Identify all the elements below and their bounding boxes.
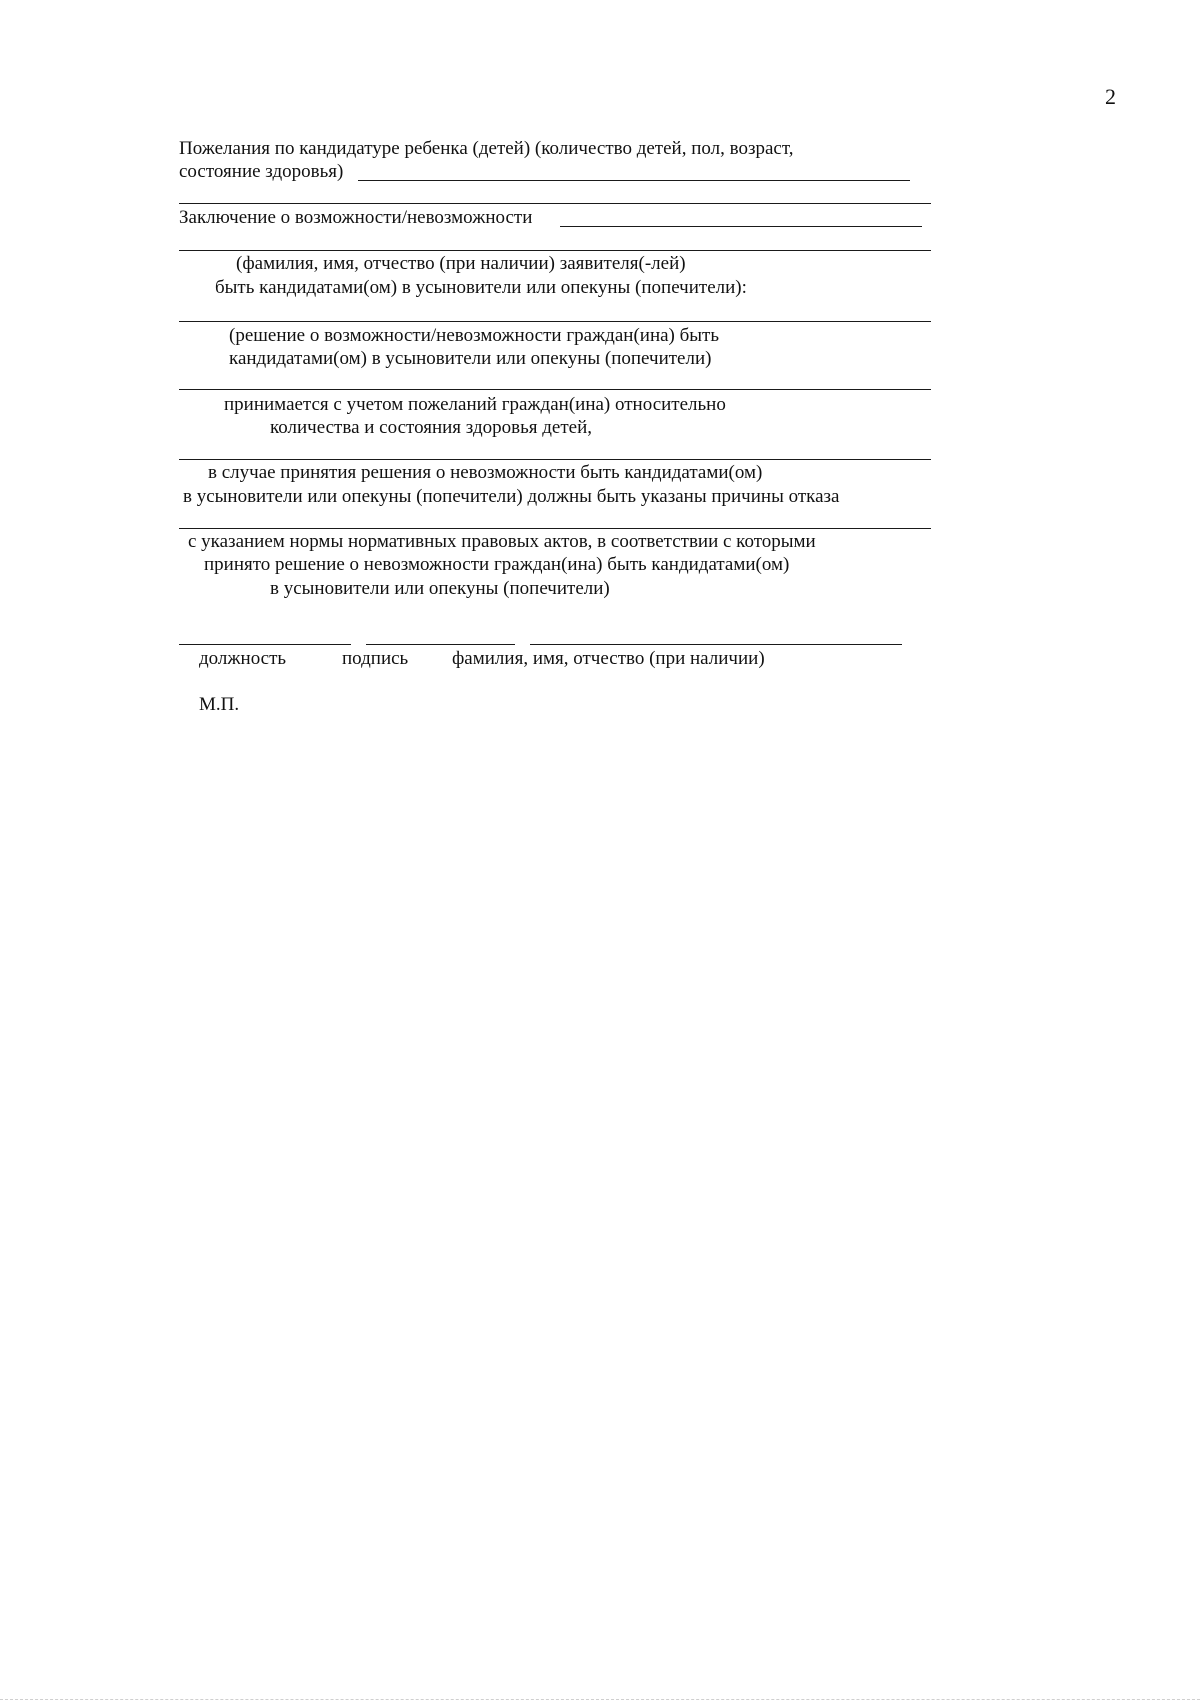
page-number: 2 [1105,84,1116,109]
wishes-note-field-line [179,389,931,390]
hint-norms-line-3: в усыновители или опекуны (попечители) [270,578,610,599]
wishes-field-line-2 [179,203,931,204]
signature-field-line [366,644,515,645]
hint-decision-line-2: кандидатами(ом) в усыновители или опекуны (попечители) [229,348,712,369]
hint-refusal-line-1: в случае принятия решения о невозможности быть кандидатами(ом) [208,462,763,483]
norms-field-line [179,528,931,529]
hint-decision-line-1: (решение о возможности/невозможности граждан(ина) быть [229,325,720,346]
applicant-field-line [179,250,931,251]
decision-field-line [179,321,931,322]
wishes-line-2: состояние здоровья) [179,161,344,182]
full-name-field-line [530,644,902,645]
hint-wishes-line-1: принимается с учетом пожеланий граждан(ина) относительно [224,394,726,415]
wishes-field-line [358,180,910,181]
refusal-field-line [179,459,931,460]
hint-refusal-line-2: в усыновители или опекуны (попечители) должны быть указаны причины отказа [183,486,840,507]
hint-norms-line-2: принято решение о невозможности граждан(ина) быть кандидатами(ом) [204,554,790,575]
conclusion-label: Заключение о возможности/невозможности [179,207,533,228]
hint-norms-line-1: с указанием нормы нормативных правовых актов, в соответствии с которыми [188,531,816,552]
position-field-line [179,644,351,645]
conclusion-field-line [560,226,922,227]
hint-wishes-line-2: количества и состояния здоровья детей, [270,417,592,438]
position-label: должность [199,648,287,669]
wishes-line-1: Пожелания по кандидатуре ребенка (детей) (количество детей, пол, возраст, [179,138,794,159]
signature-label: подпись [342,648,409,669]
hint-applicant-line-2: быть кандидатами(ом) в усыновители или опекуны (попечители): [215,277,747,298]
stamp-label: М.П. [199,694,240,715]
full-name-label: фамилия, имя, отчество (при наличии) [452,648,765,669]
hint-applicant-line-1: (фамилия, имя, отчество (при наличии) заявителя(-лей) [236,253,686,274]
